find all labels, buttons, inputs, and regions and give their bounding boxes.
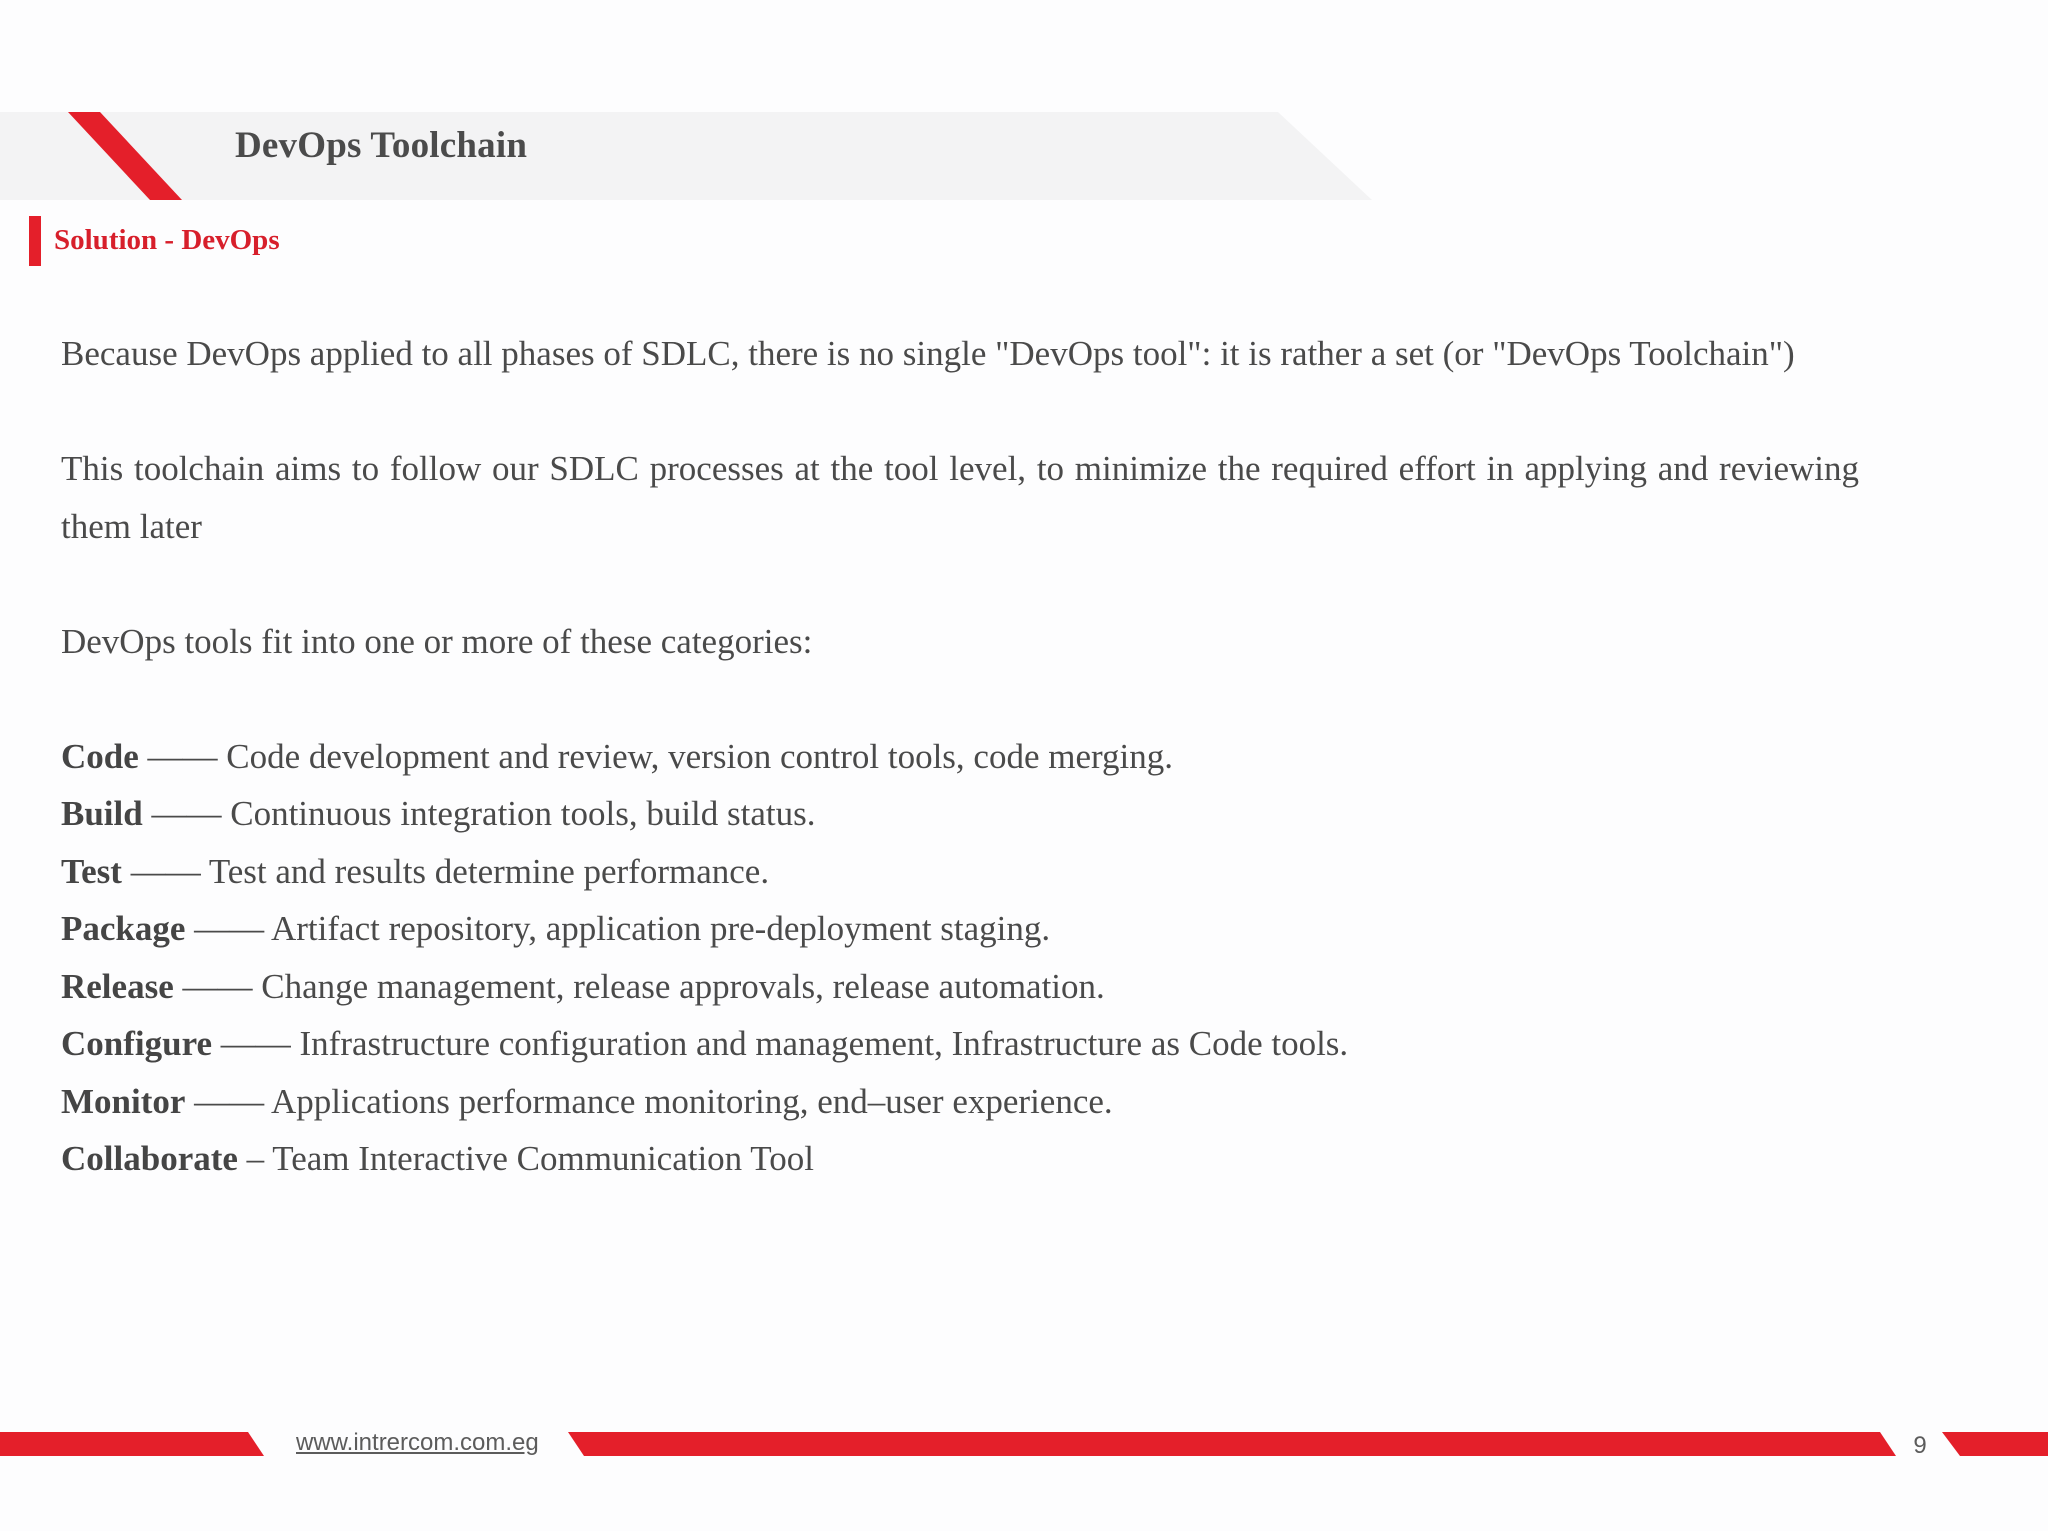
- category-description: Infrastructure configuration and management, Infrastructure as Code tools.: [299, 1024, 1349, 1063]
- category-description: Code development and review, version control tools, code merging.: [226, 736, 1173, 776]
- category-separator: ——: [142, 794, 231, 833]
- category-separator: ——: [138, 736, 227, 776]
- list-item: [61, 1073, 1859, 1131]
- category-separator: ——: [185, 909, 271, 948]
- slide-subtitle: Solution - DevOps: [54, 224, 280, 256]
- category-name: Monitor: [61, 1081, 186, 1121]
- list-item: [61, 728, 1859, 786]
- list-item: [61, 843, 1859, 901]
- category-separator: ——: [185, 1081, 271, 1121]
- category-description: Artifact repository, application pre-deployment staging.: [271, 909, 1051, 948]
- category-separator: ——: [173, 966, 262, 1006]
- toolchain-paragraph: This toolchain aims to follow our SDLC processes at the tool level, to minimize the required effort in applying and reviewing them later: [61, 449, 1859, 546]
- slide-body: [61, 325, 1859, 1188]
- category-separator: –: [237, 1139, 273, 1178]
- list-item: [61, 900, 1859, 958]
- list-item: [61, 1130, 1859, 1188]
- category-separator: ——: [121, 851, 209, 891]
- category-name: Package: [61, 909, 186, 948]
- categories-intro: DevOps tools fit into one or more of these categories:: [61, 621, 813, 661]
- category-name: Test: [61, 851, 122, 891]
- slide-title: DevOps Toolchain: [235, 125, 528, 166]
- intro-paragraph: Because DevOps applied to all phases of SDLC, there is no single "DevOps tool": it is rather a set (or "DevOps Toolchain"): [61, 334, 1795, 373]
- category-description: Continuous integration tools, build status.: [230, 794, 816, 833]
- category-name: Code: [61, 736, 139, 776]
- list-item: [61, 1015, 1859, 1073]
- category-description: Change management, release approvals, release automation.: [261, 966, 1105, 1006]
- category-name: Build: [61, 794, 143, 833]
- category-description: Applications performance monitoring, end–user experience.: [271, 1081, 1113, 1121]
- list-item: [61, 958, 1859, 1016]
- category-name: Release: [61, 966, 174, 1006]
- list-item: [61, 785, 1859, 843]
- red-slash-decoration: [0, 112, 200, 200]
- category-separator: ——: [212, 1024, 300, 1063]
- subtitle-accent-bar: [29, 216, 41, 266]
- category-name: Configure: [61, 1024, 213, 1063]
- category-description: Team Interactive Communication Tool: [272, 1139, 814, 1178]
- website-link[interactable]: www.intrercom.com.eg: [296, 1429, 539, 1456]
- category-name: Collaborate: [61, 1139, 238, 1178]
- category-description: Test and results determine performance.: [208, 851, 770, 891]
- category-list: [61, 728, 1859, 1188]
- page-number: 9: [1913, 1432, 1927, 1459]
- title-band: [0, 112, 1372, 200]
